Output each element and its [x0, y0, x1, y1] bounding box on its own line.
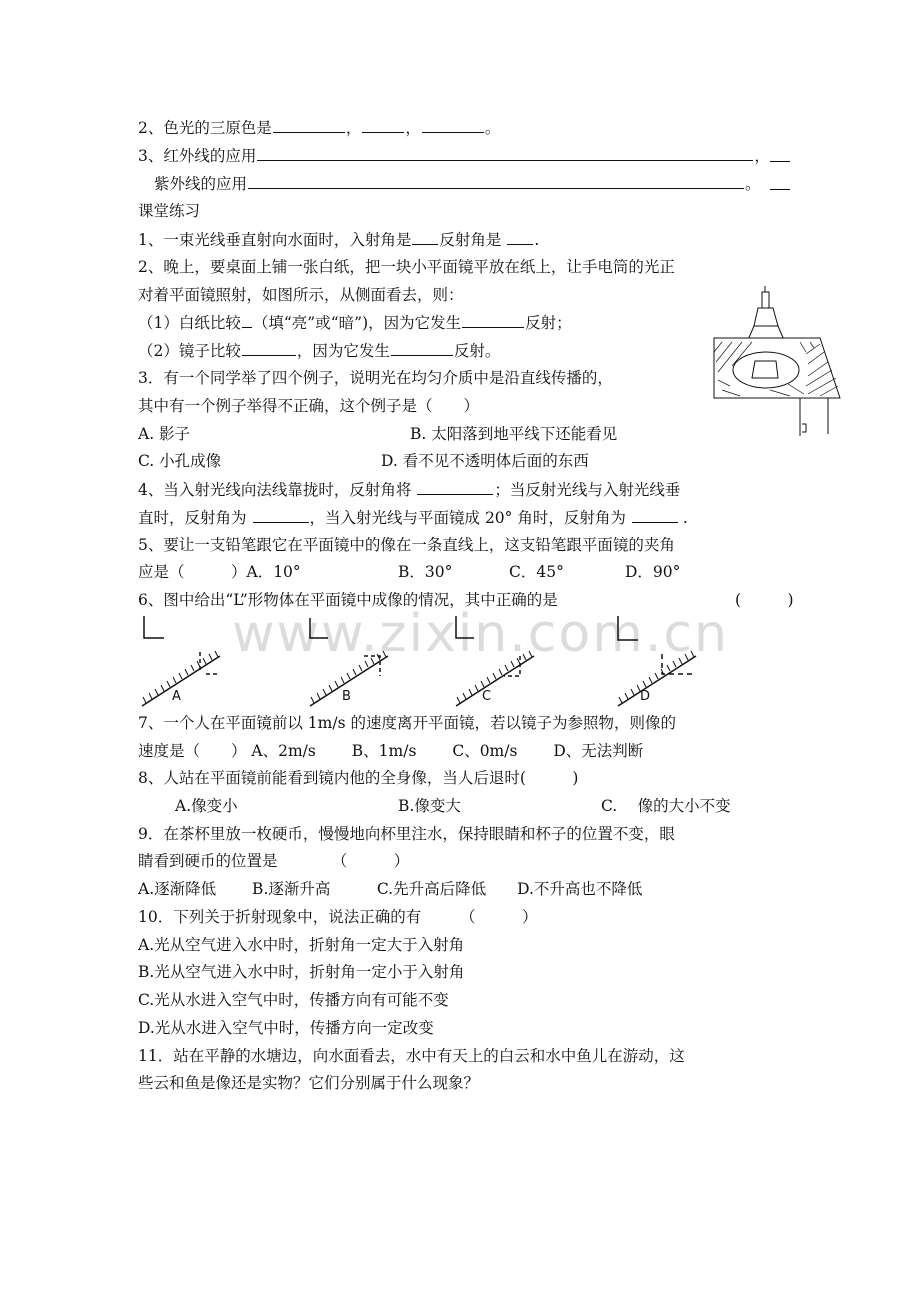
p3-option-b: B. 太阳落到地平线下还能看见	[410, 425, 618, 443]
p4-text-4: ，当入射光线与平面镜成 20° 角时，反射角为	[309, 509, 626, 527]
p10-option-b: B.光从空气进入水中时，折射角一定小于入射角	[138, 963, 465, 981]
flashlight-mirror-figure	[710, 286, 845, 438]
figure-label-a: A	[172, 689, 181, 704]
q3-end-2: 。	[745, 175, 761, 193]
p4-line-2	[138, 507, 688, 528]
p3-option-a: A. 影子	[138, 425, 191, 443]
p10-option-d: D.光从水进入空气中时，传播方向一定改变	[138, 1019, 434, 1037]
p2-q1-mid: （填“亮”或“暗”)，因为它发生	[252, 314, 462, 332]
q2-blank-3[interactable]	[422, 117, 484, 133]
p11-line-2: 些云和鱼是像还是实物？它们分别属于什么现象？	[138, 1074, 480, 1092]
p7-line-2: 速度是（ ） A、2m/s B、1m/s C、0m/s D、无法判断	[138, 742, 644, 760]
figure-a	[142, 616, 220, 706]
p4-blank-1[interactable]	[417, 479, 493, 495]
q2-blank-2[interactable]	[362, 117, 404, 133]
p5-option-c: C．45°	[509, 563, 564, 581]
p2-line-2: 对着平面镜照射，如图所示，从侧面看去，则：	[138, 286, 464, 304]
p2-q1-blank-2[interactable]	[462, 312, 524, 328]
p1-blank-2[interactable]	[507, 229, 533, 245]
q2-text: 2、色光的三原色是	[138, 119, 272, 137]
section-title: 课堂练习	[138, 202, 201, 220]
p3-line-2: 其中有一个例子举得不正确，这个例子是（ ）	[138, 397, 480, 415]
l-shape-mirror-figures	[138, 612, 698, 708]
q2-sep1: ，	[345, 119, 362, 137]
p8-option-b: B.像变大	[398, 797, 461, 815]
q3-blank-2[interactable]	[248, 173, 744, 189]
q3-line-2	[154, 173, 761, 194]
p2-q2-blank-2[interactable]	[391, 340, 453, 356]
p5-line-1: 5、要让一支铅笔跟它在平面镜中的像在一条直线上，这支铅笔跟平面镜的夹角	[138, 536, 675, 554]
q2-end: 。	[484, 119, 501, 137]
p2-q2-text: （2）镜子比较	[138, 342, 241, 360]
q3-infrared-label: 3、红外线的应用	[138, 147, 257, 165]
p2-q2-mid: ，因为它发生	[296, 342, 390, 360]
p8-option-a: A.像变小	[175, 797, 238, 815]
p3-line-1: 3．有一个同学举了四个例子，说明光在均匀介质中是沿直线传播的，	[138, 369, 613, 387]
p4-text-2: ；当反射光线与入射光线垂	[494, 481, 681, 499]
p6-line-1: 6、图中给出“L”形物体在平面镜中成像的情况，其中正确的是	[138, 591, 558, 609]
p4-text-3: 直时，反射角为	[138, 509, 247, 527]
p8-option-c: C. 像的大小不变	[601, 797, 731, 815]
p4-text-1: 4、当入射光线向法线靠拢时，反射角将	[138, 481, 412, 499]
p9-line-2: 睛看到硬币的位置是 （ ）	[138, 852, 410, 870]
p9-options: A.逐渐降低 B.逐渐升高 C.先升高后降低 D.不升高也不降低	[138, 880, 643, 898]
p3-option-d: D. 看不见不透明体后面的东西	[381, 452, 589, 470]
p6-paren: ( )	[735, 591, 794, 609]
figure-label-c: C	[482, 689, 492, 704]
p4-line-1	[138, 479, 680, 500]
figure-label-d: D	[640, 689, 651, 704]
p1-line	[138, 229, 539, 250]
p5-line-2: 应是（ ）A．10°	[138, 563, 301, 581]
p4-end: .	[682, 509, 688, 527]
q3-tail-1	[770, 161, 790, 162]
q3-blank-1[interactable]	[257, 145, 753, 161]
p5-option-b: B．30°	[398, 563, 453, 581]
q2-blank-1[interactable]	[273, 117, 345, 133]
q3-ultraviolet-label: 紫外线的应用	[154, 175, 248, 193]
p5-option-d: D．90°	[625, 563, 681, 581]
p2-line-3	[138, 312, 572, 333]
p10-line-1: 10．下列关于折射现象中，说法正确的有 （ ）	[138, 908, 538, 926]
p8-line-1: 8、人站在平面镜前能看到镜内他的全身像，当人后退时( )	[138, 769, 579, 787]
figure-label-b: B	[342, 689, 351, 704]
p9-line-1: 9．在茶杯里放一枚硬币，慢慢地向杯里注水，保持眼睛和杯子的位置不变，眼	[138, 825, 675, 843]
q2-sep2: ，	[405, 119, 421, 137]
figure-c	[456, 616, 534, 706]
q3-line-1	[138, 145, 770, 166]
q2-line	[138, 117, 500, 138]
figure-d	[618, 616, 696, 706]
p2-q1-end: 反射；	[525, 314, 572, 332]
p1-mid: 反射角是	[439, 231, 502, 249]
p4-blank-3[interactable]	[632, 507, 678, 523]
p2-q2-end: 反射。	[453, 342, 501, 360]
q3-tail-2	[770, 189, 790, 190]
q3-end-1: ，	[754, 147, 770, 165]
watermark: www.zixin.com.cn	[232, 604, 729, 664]
p7-line-1: 7、一个人在平面镜前以 1m/s 的速度离开平面镜，若以镜子为参照物，则像的	[138, 714, 676, 732]
p2-q1-text: （1）白纸比较	[138, 314, 241, 332]
p10-option-a: A.光从空气进入水中时，折射角一定大于入射角	[138, 936, 465, 954]
p4-blank-2[interactable]	[253, 507, 309, 523]
p1-blank-1[interactable]	[412, 229, 438, 245]
p1-text: 1、一束光线垂直射向水面时，入射角是	[138, 231, 412, 249]
p2-q1-blank[interactable]	[242, 312, 252, 328]
p1-end: .	[534, 231, 540, 249]
p10-option-c: C.光从水进入空气中时，传播方向有可能不变	[138, 991, 449, 1009]
p2-q2-blank[interactable]	[242, 340, 296, 356]
p11-line-1: 11．站在平静的水塘边，向水面看去，水中有天上的白云和水中鱼儿在游动，这	[138, 1047, 685, 1065]
p2-line-1: 2、晚上，要桌面上铺一张白纸，把一块小平面镜平放在纸上，让手电筒的光正	[138, 258, 675, 276]
p2-line-4	[138, 340, 500, 361]
p3-option-c: C. 小孔成像	[138, 452, 222, 470]
